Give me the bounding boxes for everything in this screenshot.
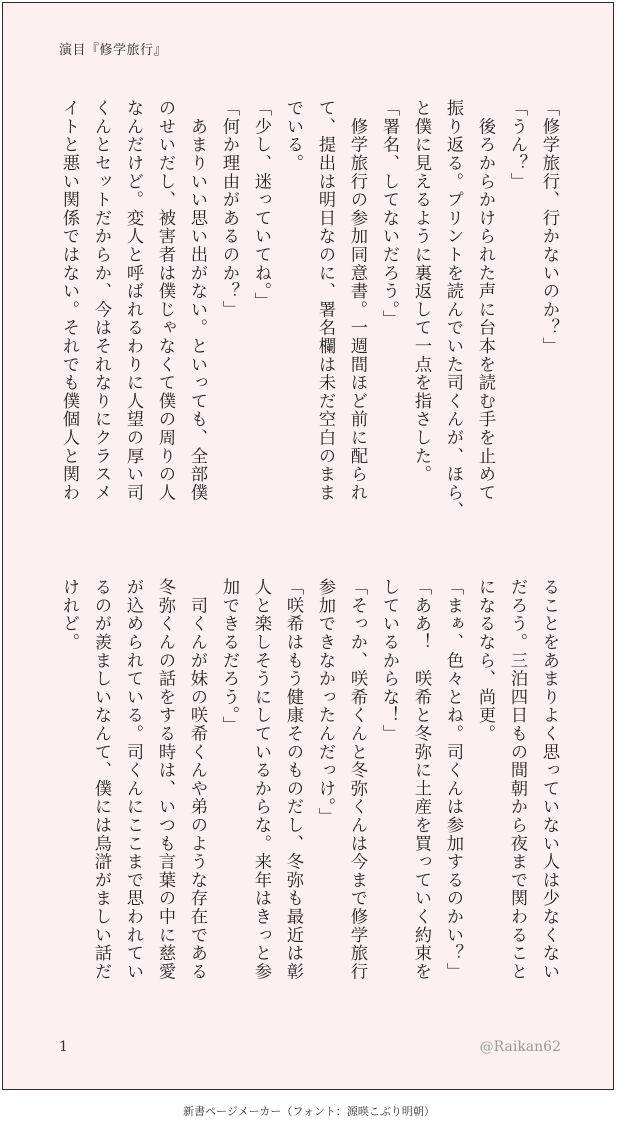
text-block-top: [53, 99, 565, 529]
text-column: 人と楽しそうにしているからな。来年はきっと参: [251, 578, 271, 981]
text-column: 参加できなかったんだっけ。」: [315, 578, 335, 826]
page-number: 1: [59, 1039, 68, 1055]
page-title: 演目『修学旅行』: [59, 43, 168, 58]
text-column: 後ろからかけられた声に台本を読む手を止めて: [475, 99, 495, 502]
text-column: るのが羨ましいなんて、僕には烏滸がましい話だ: [91, 578, 111, 981]
text-column: でいる。: [283, 99, 303, 173]
text-column: と僕に見えるように裏返して一点を指さした。: [411, 99, 431, 484]
text-column: 「そっか、咲希くんと冬弥くんは今まで修学旅行: [347, 578, 367, 981]
text-column: 「署名、してないだろう。」: [379, 99, 399, 329]
text-column: が込められている。司くんにここまで思われてい: [123, 578, 143, 981]
text-column: 「うん？」: [507, 99, 527, 191]
text-column: あまりいい思い出がない。といっても、全部僕: [187, 99, 207, 502]
text-column: 加できるだろう。」: [219, 578, 239, 735]
text-column: 修学旅行の参加同意書。一週間ほど前に配られ: [347, 99, 367, 502]
text-column: のせいだし、被害者は僕じゃなくて僕の周りの人: [155, 99, 175, 502]
text-column: て、提出は明日なのに、署名欄は未だ空白のまま: [315, 99, 335, 502]
text-column: 「まぁ、色々とね。司くんは参加するのかい？」: [443, 578, 463, 981]
text-column: になるなら、尚更。: [475, 578, 495, 743]
text-column: なんだけど。変人と呼ばれるわりに人望の厚い司: [123, 99, 143, 502]
text-column: しているからな！」: [379, 578, 399, 743]
novel-page: [2, 2, 614, 1090]
author-handle: @Raikan62: [479, 1039, 561, 1055]
text-column: 冬弥くんの話をする時は、いつも言葉の中に慈愛: [155, 578, 175, 981]
text-column: イトと悪い関係ではない。それでも僕個人と関わ: [59, 99, 79, 502]
text-column: くんとセットだからか、今はそれなりにクラスメ: [91, 99, 111, 502]
text-column: だろう。三泊四日もの間朝から夜まで関わること: [507, 578, 527, 981]
text-column: 「修学旅行、行かないのか？」: [539, 99, 559, 356]
text-column: 「ああ！ 咲希と冬弥に土産を買っていく約束を: [411, 578, 431, 981]
text-column: 「何か理由があるのか？」: [219, 99, 239, 319]
text-column: 司くんが妹の咲希くんや弟のような存在である: [187, 578, 207, 981]
text-column: 「少し、迷っていてね。」: [251, 99, 271, 310]
text-column: 「咲希はもう健康そのものだし、冬弥も最近は彰: [283, 578, 303, 981]
generator-caption: 新書ページメーカー（フォント：源暎こぶり明朝）: [183, 1105, 435, 1118]
text-block-bottom: [53, 578, 565, 1008]
text-column: けれど。: [59, 578, 79, 652]
text-column: 振り返る。プリントを読んでいた司くんが、ほら、: [443, 99, 463, 520]
text-column: ることをあまりよく思っていない人は少なくない: [539, 578, 559, 981]
